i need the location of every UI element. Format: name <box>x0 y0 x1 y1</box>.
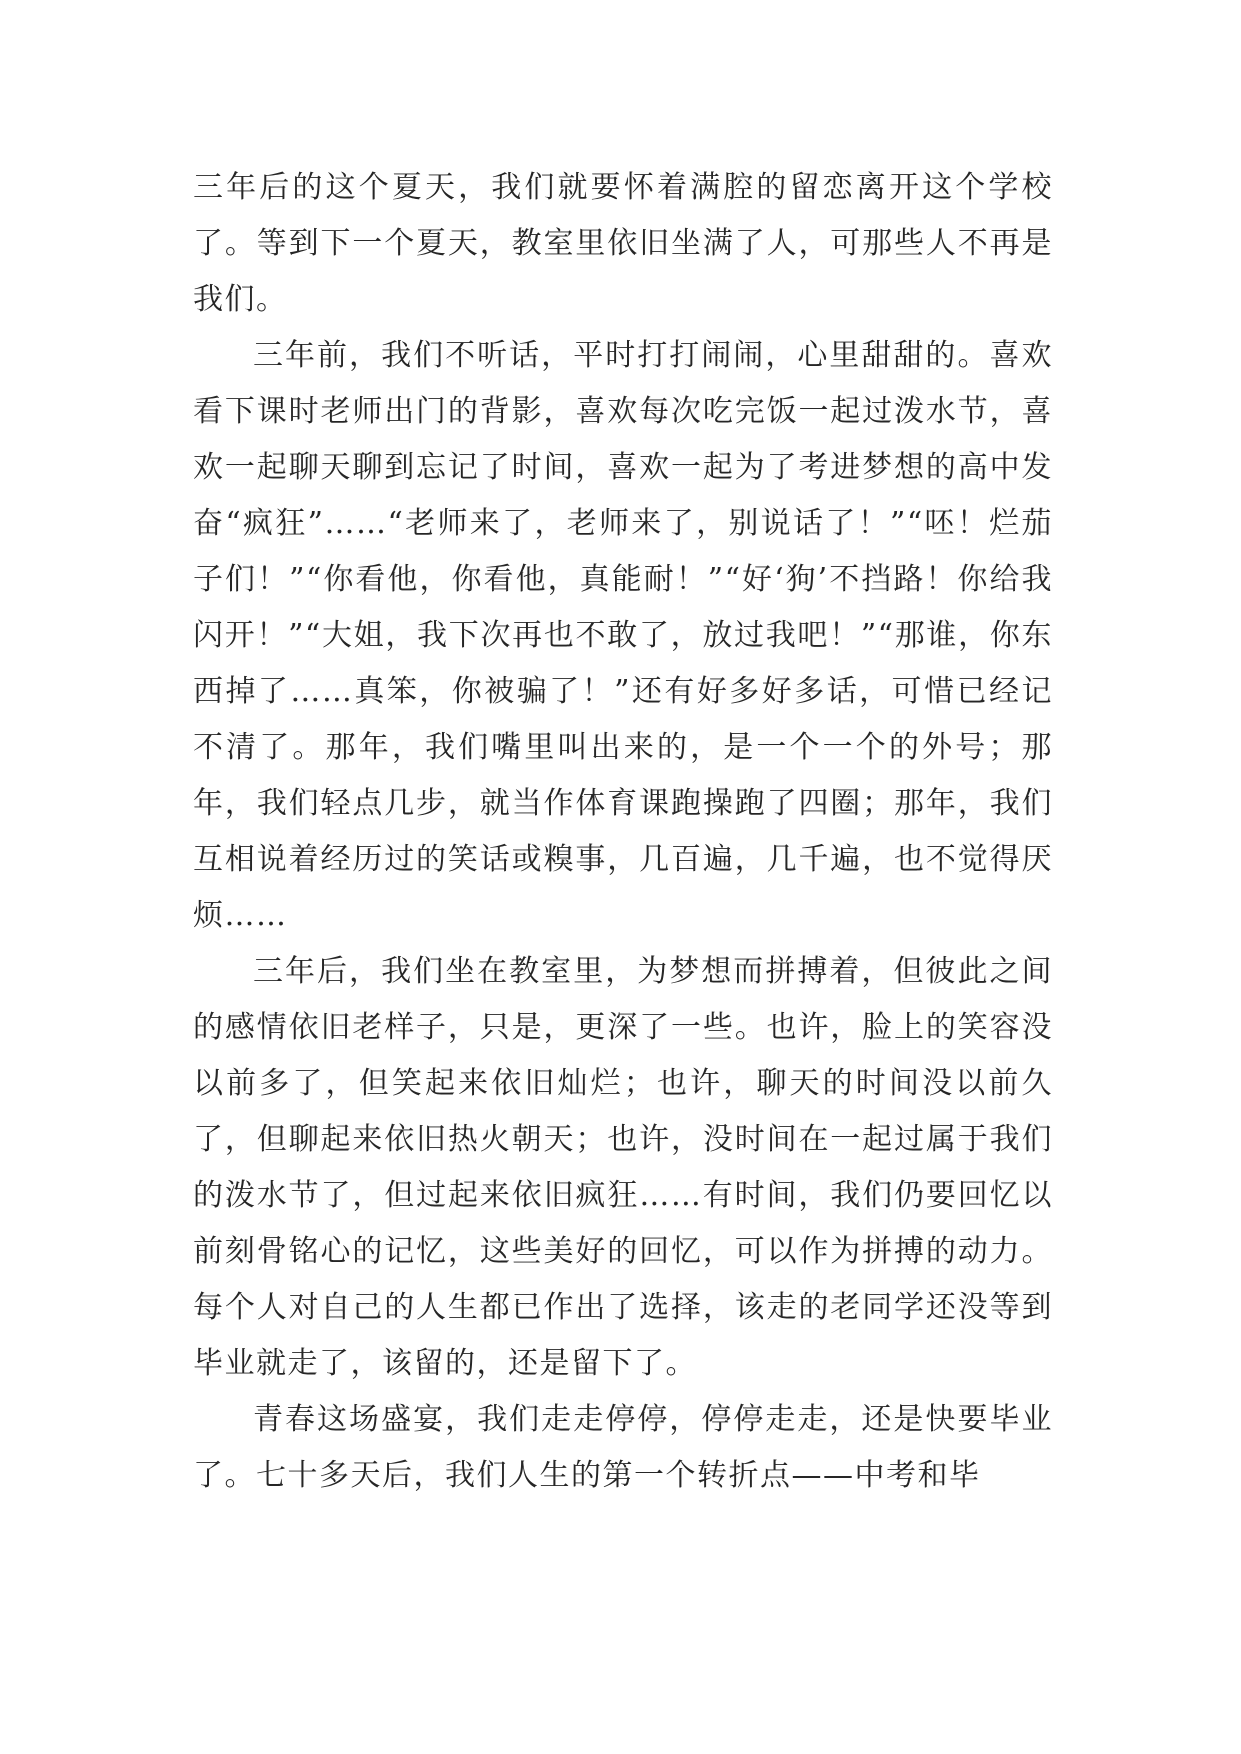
article-body <box>193 160 1053 1504</box>
paragraph-3: 三年后，我们坐在教室里，为梦想而拼搏着，但彼此之间的感情依旧老样子，只是，更深了一些。也许，脸上的笑容没以前多了，但笑起来依旧灿烂；也许，聊天的时间没以前久了，但聊起来依旧热火朝天；也许，没时间在一起过属于我们的泼水节了，但过起来依旧疯狂……有时间，我们仍要回忆以前刻骨铭心的记忆，这些美好的回忆，可以作为拼搏的动力。每个人对自己的人生都已作出了选择，该走的老同学还没等到毕业就走了，该留的，还是留下了。 <box>193 954 1053 1381</box>
paragraph-4: 青春这场盛宴，我们走走停停，停停走走，还是快要毕业了。七十多天后，我们人生的第一个转折点——中考和毕 <box>193 1402 1053 1493</box>
paragraph-1: 三年后的这个夏天，我们就要怀着满腔的留恋离开这个学校了。等到下一个夏天，教室里依旧坐满了人，可那些人不再是我们。 <box>193 170 1053 317</box>
paragraph-2: 三年前，我们不听话，平时打打闹闹，心里甜甜的。喜欢看下课时老师出门的背影，喜欢每次吃完饭一起过泼水节，喜欢一起聊天聊到忘记了时间，喜欢一起为了考进梦想的高中发奋“疯狂”……“老师来了，老师来了，别说话了！”“呸！烂茄子们！”“你看他，你看他，真能耐！”“好‘狗’不挡路！你给我闪开！”“大姐，我下次再也不敢了，放过我吧！”“那谁，你东西掉了……真笨，你被骗了！”还有好多好多话，可惜已经记不清了。那年，我们嘴里叫出来的，是一个一个的外号；那年，我们轻点几步，就当作体育课跑操跑了四圈；那年，我们互相说着经历过的笑话或糗事，几百遍，几千遍，也不觉得厌烦…… <box>193 338 1053 933</box>
